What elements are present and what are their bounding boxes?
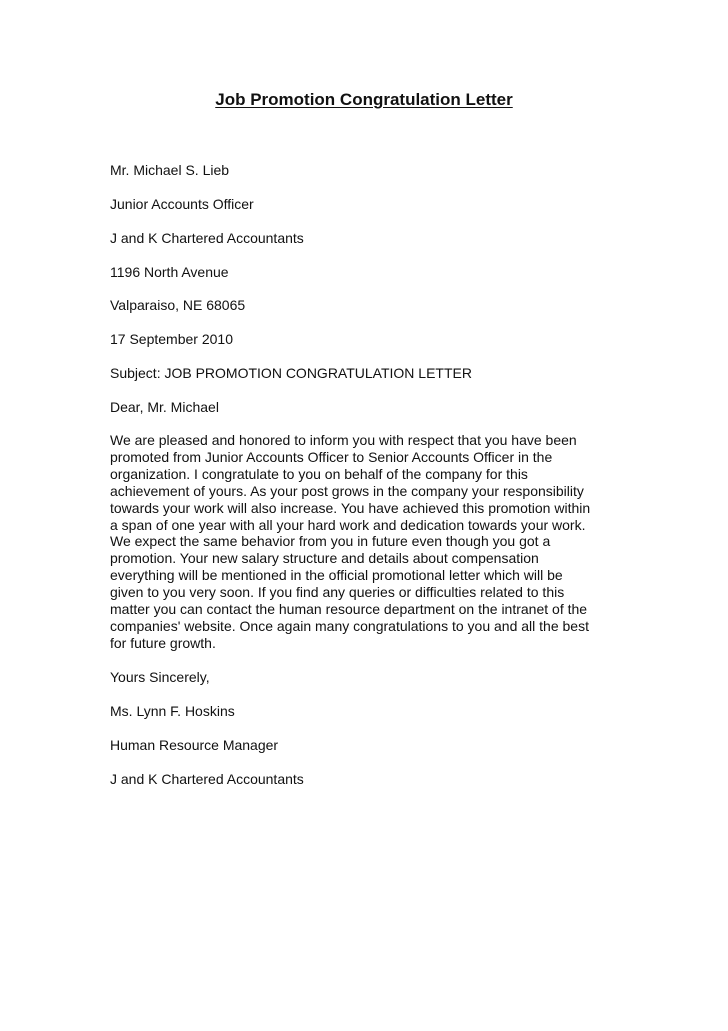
recipient-company: J and K Chartered Accountants: [110, 230, 304, 246]
body-line: companies' website. Once again many congratulations to you and all the best: [110, 617, 589, 634]
body-line: We are pleased and honored to inform you with respect that you have been: [110, 432, 577, 448]
sender-name: Ms. Lynn F. Hoskins: [110, 703, 235, 719]
body-line: for future growth.: [110, 634, 216, 651]
letter-closing: Yours Sincerely,: [110, 669, 210, 685]
recipient-city: Valparaiso, NE 68065: [110, 297, 246, 313]
body-line: organization. I congratulate to you on behalf of the company for this: [110, 465, 528, 482]
body-line: promotion. Your new salary structure and details about compensation: [110, 550, 539, 567]
recipient-street: 1196 North Avenue: [110, 264, 229, 280]
letter-title: Job Promotion Congratulation Letter: [215, 90, 513, 109]
sender-position: Human Resource Manager: [110, 737, 279, 753]
body-line: given to you very soon. If you find any queries or difficulties related to this: [110, 584, 565, 601]
recipient-name: Mr. Michael S. Lieb: [110, 162, 230, 178]
body-line: everything will be mentioned in the official promotional letter which will be: [110, 567, 563, 584]
body-line: matter you can contact the human resource department on the intranet of the: [110, 601, 588, 618]
body-line: towards your work will also increase. You have achieved this promotion within: [110, 499, 591, 516]
letter-salutation: Dear, Mr. Michael: [110, 399, 219, 415]
body-line: We expect the same behavior from you in future even though you got a: [110, 533, 551, 550]
letter-body: [110, 432, 630, 652]
letter-date: 17 September 2010: [110, 331, 233, 347]
letter-subject: Subject: JOB PROMOTION CONGRATULATION LETTER: [110, 365, 472, 381]
body-line: promoted from Junior Accounts Officer to Senior Accounts Officer in the: [110, 448, 553, 465]
body-line: achievement of yours. As your post grows in the company your responsibility: [110, 482, 584, 499]
recipient-position: Junior Accounts Officer: [110, 196, 254, 212]
sender-company: J and K Chartered Accountants: [110, 771, 304, 787]
body-line: a span of one year with all your hard work and dedication towards your work.: [110, 516, 586, 533]
